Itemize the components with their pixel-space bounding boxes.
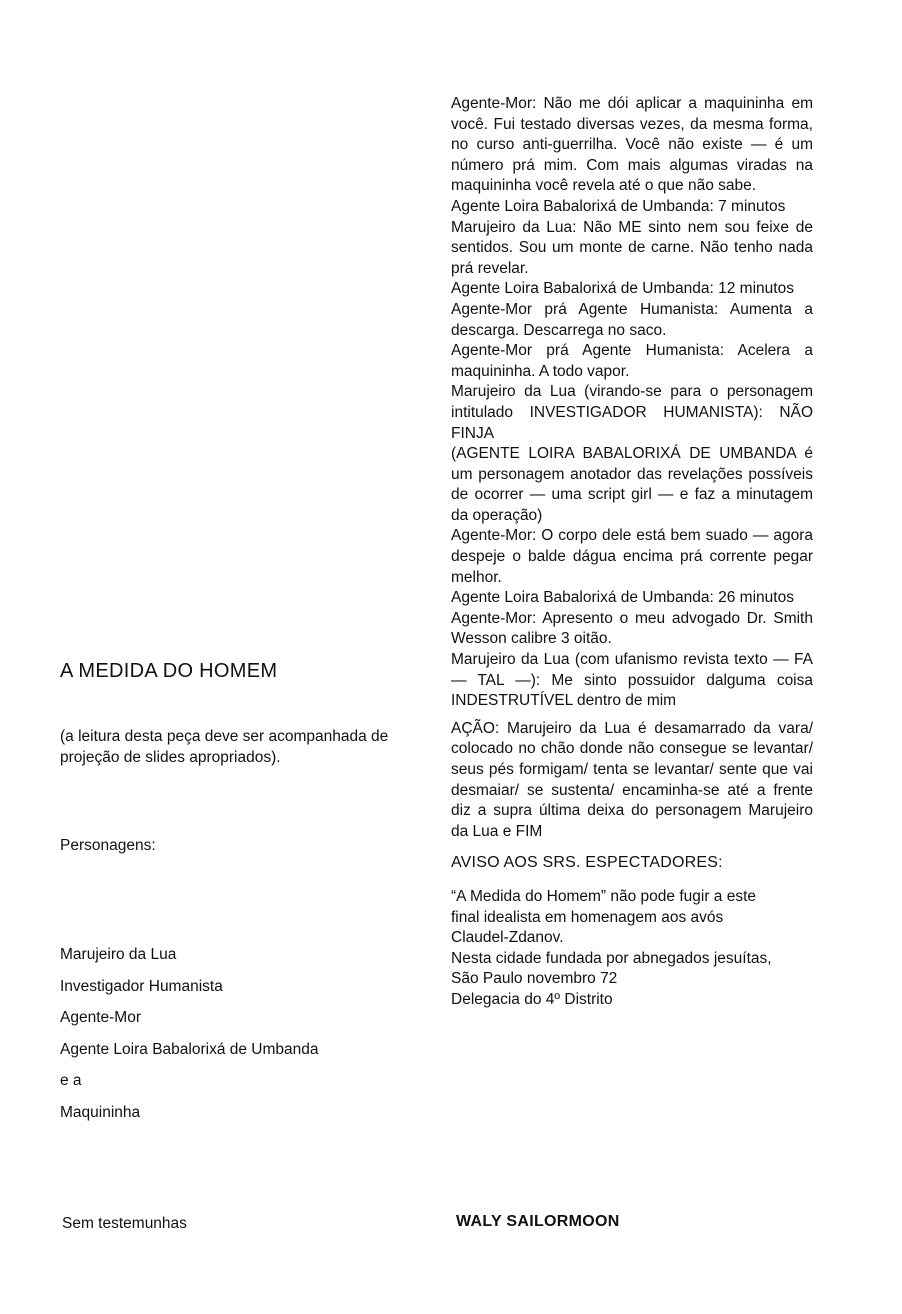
stage-note: (AGENTE LOIRA BABALORIXÁ DE UMBANDA é um personagem anotador das revelações possíveis de ocorrer — uma script girl — e faz a minutagem da operação) — [451, 445, 813, 524]
action-paragraph: AÇÃO: Marujeiro da Lua é desamarrado da vara/ colocado no chão donde não consegue se levantar/ seus pés formigam/ tenta se levantar/ sente que vai desmaiar/ se sustenta/ encaminha-se até a frente diz a supra última deixa do personagem Marujeiro da Lua e FIM — [451, 719, 813, 840]
script-line: Agente Loira Babalorixá de Umbanda: 12 minutos — [451, 280, 794, 298]
left-footer: Sem testemunhas — [62, 1215, 187, 1232]
script-line: Marujeiro da Lua: Não ME sinto nem sou feixe de sentidos. Sou um monte de carne. Não tenho nada prá revelar. — [451, 218, 813, 277]
cast-item: e a — [60, 1072, 82, 1089]
closing-line: São Paulo novembro 72 — [451, 970, 618, 988]
cast-heading: Personagens: — [60, 837, 156, 854]
script-line: Marujeiro da Lua (virando-se para o personagem intitulado INVESTIGADOR HUMANISTA): NÃO FINJA — [451, 383, 813, 442]
closing-line: Nesta cidade fundada por abnegados jesuítas, — [451, 949, 772, 967]
script-line: Agente-Mor prá Agente Humanista: Aumenta a descarga. Descarrega no saco. — [451, 300, 813, 339]
cast-item: Marujeiro da Lua — [60, 946, 177, 963]
reading-note: (a leitura desta peça deve ser acompanhada de projeção de slides apropriados). — [60, 728, 389, 766]
closing-line: Delegacia do 4º Distrito — [451, 990, 613, 1008]
author-signature: WALY SAILORMOON — [456, 1213, 620, 1230]
script-line: Agente-Mor: Apresento o meu advogado Dr. Smith Wesson calibre 3 oitão. — [451, 609, 813, 648]
closing-line: final idealista em homenagem aos avós — [451, 908, 724, 926]
script-line: Agente Loira Babalorixá de Umbanda: 7 minutos — [451, 197, 786, 215]
cast-item: Maquininha — [60, 1103, 141, 1121]
cast-item: Agente-Mor — [60, 1009, 141, 1026]
script-column — [451, 94, 813, 1011]
script-line: Agente-Mor: Não me dói aplicar a maquininha em você. Fui testado diversas vezes, da mesma forma, no curso anti-guerrilha. Você não existe — é um número prá mim. Com mais algumas viradas na maquininha você revela até o que não sabe. — [451, 95, 813, 195]
play-title: A MEDIDA DO HOMEM — [60, 660, 278, 682]
closing-line: Claudel-Zdanov. — [451, 929, 564, 947]
closing-line: “A Medida do Homem” não pode fugir a este — [451, 887, 757, 905]
cast-item: Investigador Humanista — [60, 977, 223, 995]
script-line: Agente-Mor prá Agente Humanista: Acelera a maquininha. A todo vapor. — [451, 342, 813, 380]
cast-item: Agente Loira Babalorixá de Umbanda — [60, 1040, 319, 1058]
closing-note — [451, 887, 831, 1011]
cast-list — [60, 944, 319, 1133]
script-line: Agente Loira Babalorixá de Umbanda: 26 minutos — [451, 589, 794, 607]
aviso-heading: AVISO AOS SRS. ESPECTADORES: — [451, 854, 723, 872]
script-line: Marujeiro da Lua (com ufanismo revista texto — FA — TAL —): Me sinto possuidor dalguma coisa INDESTRUTÍVEL dentro de mim — [451, 651, 813, 710]
script-line: Agente-Mor: O corpo dele está bem suado — agora despeje o balde dágua encima prá corrente pegar melhor. — [451, 527, 813, 586]
